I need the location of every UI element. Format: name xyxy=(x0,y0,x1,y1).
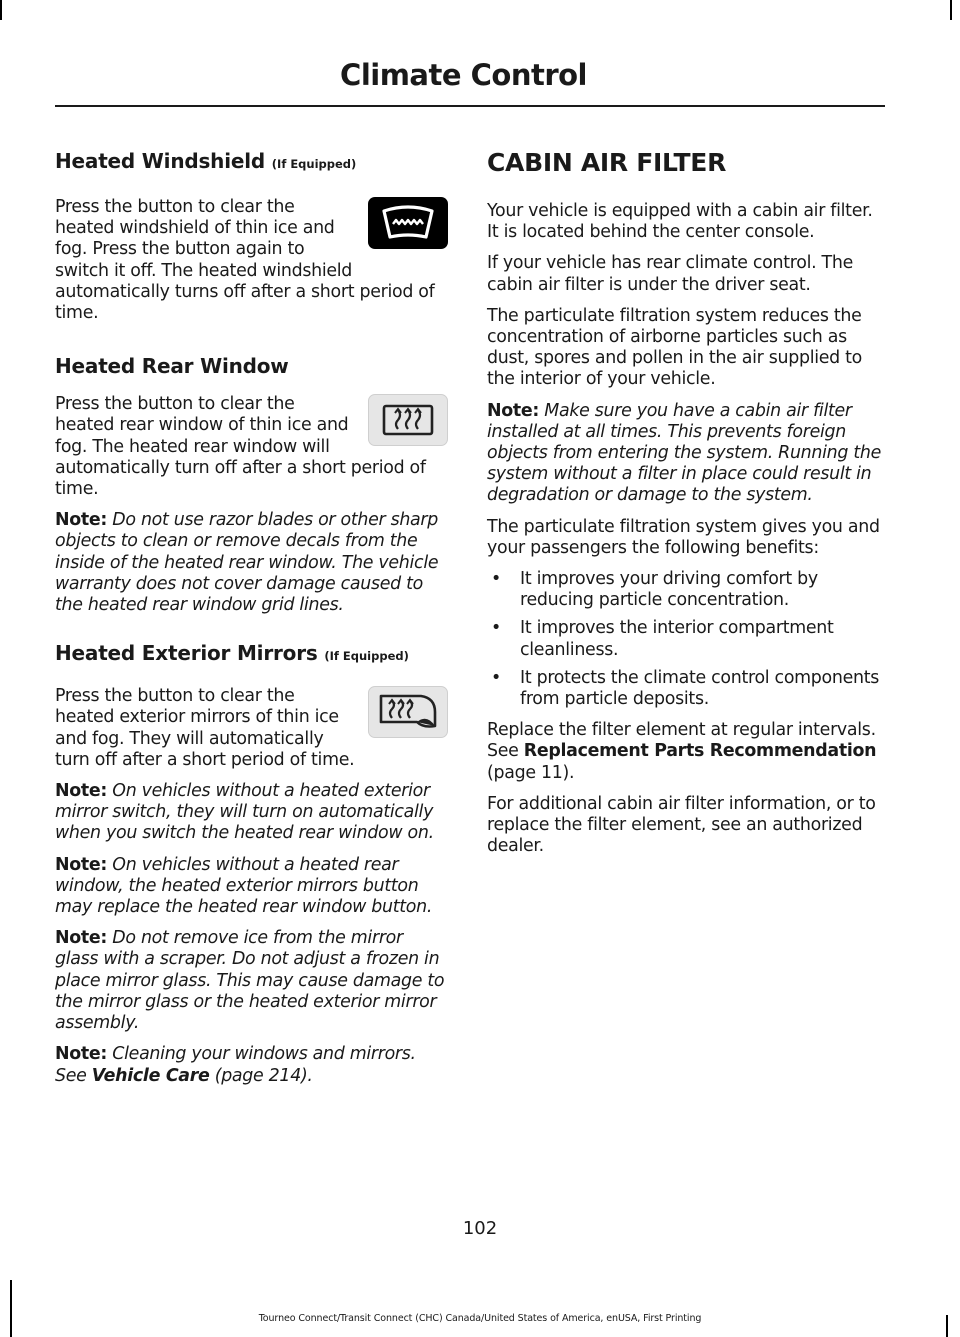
if-equipped-label: (If Equipped) xyxy=(324,649,409,664)
benefits-list xyxy=(487,569,882,710)
heated-windshield-icon xyxy=(368,197,448,249)
page-title: Climate Control xyxy=(340,58,587,92)
crop-mark-top-left xyxy=(0,0,2,20)
paragraph: Your vehicle is equipped with a cabin air filter. It is located behind the center console. xyxy=(487,201,873,243)
header-rule xyxy=(55,105,885,107)
mirrors-body: Press the button to clear the heated exterior mirrors of thin ice and fog. They will automatically turn off after a short period of time. xyxy=(55,686,355,770)
rear-window-note: Note: Do not use razor blades or other sharp objects to clean or remove decals from the inside of the heated rear window. The vehicle warranty does not cover damage caused to the heated rear window grid lines. xyxy=(55,510,439,616)
paragraph: The particulate filtration system reduces the concentration of airborne particles such as dust, spores and pollen in the air supplied to the interior of your vehicle. xyxy=(487,305,862,390)
crop-mark-top-right xyxy=(950,0,952,20)
heated-rear-window-heading: Heated Rear Window xyxy=(55,354,289,379)
heated-mirror-icon xyxy=(368,686,448,738)
rear-window-section xyxy=(55,394,448,500)
windshield-body: Press the button to clear the heated windshield of thin ice and fog. Press the button again to switch it off. The heated windshield automatically turns off after a short period of time. xyxy=(55,197,435,324)
list-item: • It improves your driving comfort by reducing particle concentration. xyxy=(487,569,882,611)
replacement-parts-link[interactable]: Replacement Parts Recommendation xyxy=(523,741,877,762)
edition-footer: Tourneo Connect/Transit Connect (CHC) Canada/United States of America, enUSA, First Printing xyxy=(258,1313,702,1324)
mirrors-note-4: Note: Cleaning your windows and mirrors. See Vehicle Care (page 214). xyxy=(55,1044,416,1086)
windshield-section xyxy=(55,197,448,324)
list-item: • It improves the interior compartment cleanliness. xyxy=(487,618,882,660)
paragraph: For additional cabin air filter information, or to replace the filter element, see an authorized dealer. xyxy=(487,793,876,857)
page-number: 102 xyxy=(462,1218,498,1239)
mirrors-note-3: Note: Do not remove ice from the mirror glass with a scraper. Do not adjust a frozen in place mirror glass. This may cause damage to the mirror glass or the heated exterior mirror assembly. xyxy=(55,928,445,1034)
mirrors-note-1: Note: On vehicles without a heated exterior mirror switch, they will turn on automatically when you switch the heated rear window on. xyxy=(55,781,434,844)
right-column xyxy=(487,140,882,857)
paragraph: If your vehicle has rear climate control. The cabin air filter is under the driver seat. xyxy=(487,253,853,295)
list-item: • It protects the climate control components from particle deposits. xyxy=(487,668,882,710)
heated-exterior-mirrors-heading: Heated Exterior Mirrors (If Equipped) xyxy=(55,641,409,666)
heated-windshield-heading: Heated Windshield (If Equipped) xyxy=(55,149,357,173)
crop-mark-bottom-left xyxy=(10,1280,12,1337)
left-column xyxy=(55,140,448,1087)
heated-rear-window-icon xyxy=(368,394,448,446)
replace-paragraph: Replace the filter element at regular intervals. See Replacement Parts Recommendation (page 11). xyxy=(487,720,877,783)
benefits-intro: The particulate filtration system gives you and your passengers the following benefits: xyxy=(487,516,880,558)
vehicle-care-link[interactable]: Vehicle Care xyxy=(91,1065,210,1086)
rear-window-body: Press the button to clear the heated rear window of thin ice and fog. The heated rear window will automatically turn off after a short period of time. xyxy=(55,394,426,500)
cabin-air-filter-heading: CABIN AIR FILTER xyxy=(487,148,727,177)
if-equipped-label: (If Equipped) xyxy=(271,157,357,171)
mirrors-section xyxy=(55,686,448,771)
mirrors-note-2: Note: On vehicles without a heated rear window, the heated exterior mirrors button may replace the heated rear window button. xyxy=(55,854,433,918)
cabin-filter-note: Note: Make sure you have a cabin air filter installed at all times. This prevents foreign objects from entering the system. Running the system without a filter in place could result in degradation or damage to the system. xyxy=(487,400,881,506)
